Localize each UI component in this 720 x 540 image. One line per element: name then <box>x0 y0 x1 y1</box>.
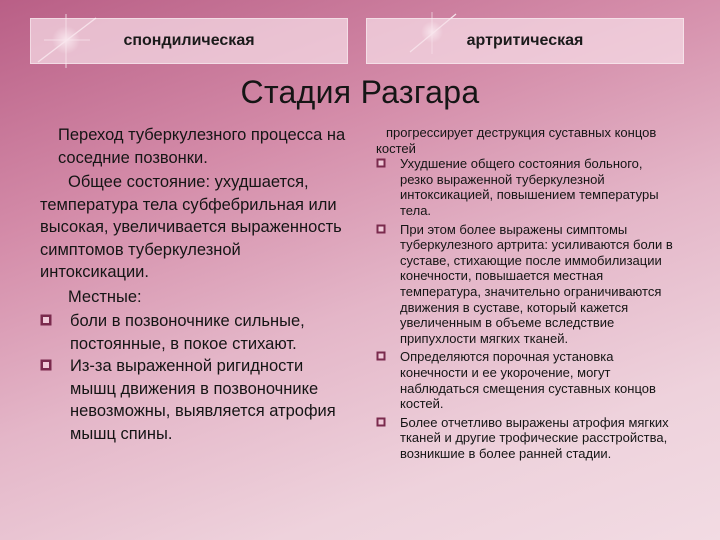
square-bullet-icon <box>376 417 386 427</box>
left-intro: Переход туберкулезного процесса на соседние позвонки. <box>58 126 346 167</box>
square-bullet-icon <box>376 351 386 361</box>
square-bullet-icon <box>40 314 52 326</box>
left-general: Общее состояние: ухудшается, температура тела субфебрильная или высокая, увеличивается выраженность симптомов туберкулезной интоксикации. <box>40 173 342 281</box>
right-column <box>376 125 676 461</box>
header-right-label: артритическая <box>466 32 584 49</box>
right-bullet-item <box>376 349 676 411</box>
square-bullet-icon <box>376 158 386 168</box>
right-bullet-text: Определяются порочная установка конечности и ее укорочение, могут наблюдаться смещения суставных концов костей. <box>400 349 656 412</box>
left-bullet-text: боли в позвоночнике сильные, постоянные, в покое стихают. <box>70 312 305 353</box>
right-intro: прогрессирует деструкция суставных концов костей <box>376 125 657 156</box>
square-bullet-icon <box>40 359 52 371</box>
left-column <box>40 124 350 445</box>
right-bullet-item <box>376 156 676 218</box>
slide-title: Стадия Разгара <box>240 74 480 110</box>
square-bullet-icon <box>376 224 386 234</box>
left-bullet-item <box>40 355 350 445</box>
right-bullet-text: Более отчетливо выражены атрофия мягких тканей и другие трофические расстройства, возникшие в более ранней стадии. <box>400 414 669 461</box>
header-left-label: спондилическая <box>123 32 255 49</box>
left-local-label: Местные: <box>68 287 142 306</box>
right-bullet-item <box>376 415 676 462</box>
header-box-right <box>366 18 684 64</box>
right-bullet-text: При этом более выражены симптомы туберкулезного артрита: усиливаются боли в суставе, стихающие после иммобилизации конечности, повышается местная температура, значительно ограничиваются движения в суставе, который кажется увеличенным в объеме вследствие припухлости мягких тканей. <box>400 221 673 346</box>
left-bullet-text: Из-за выраженной ригидности мышц движения в позвоночнике невозможны, выявляется атрофия мышц спины. <box>70 357 336 443</box>
header-box-left <box>30 18 348 64</box>
left-bullet-item <box>40 310 350 355</box>
right-bullet-text: Ухудшение общего состояния больного, резко выраженной туберкулезной интоксикацией, повышением температуры тела. <box>400 156 659 218</box>
right-bullet-item <box>376 222 676 347</box>
